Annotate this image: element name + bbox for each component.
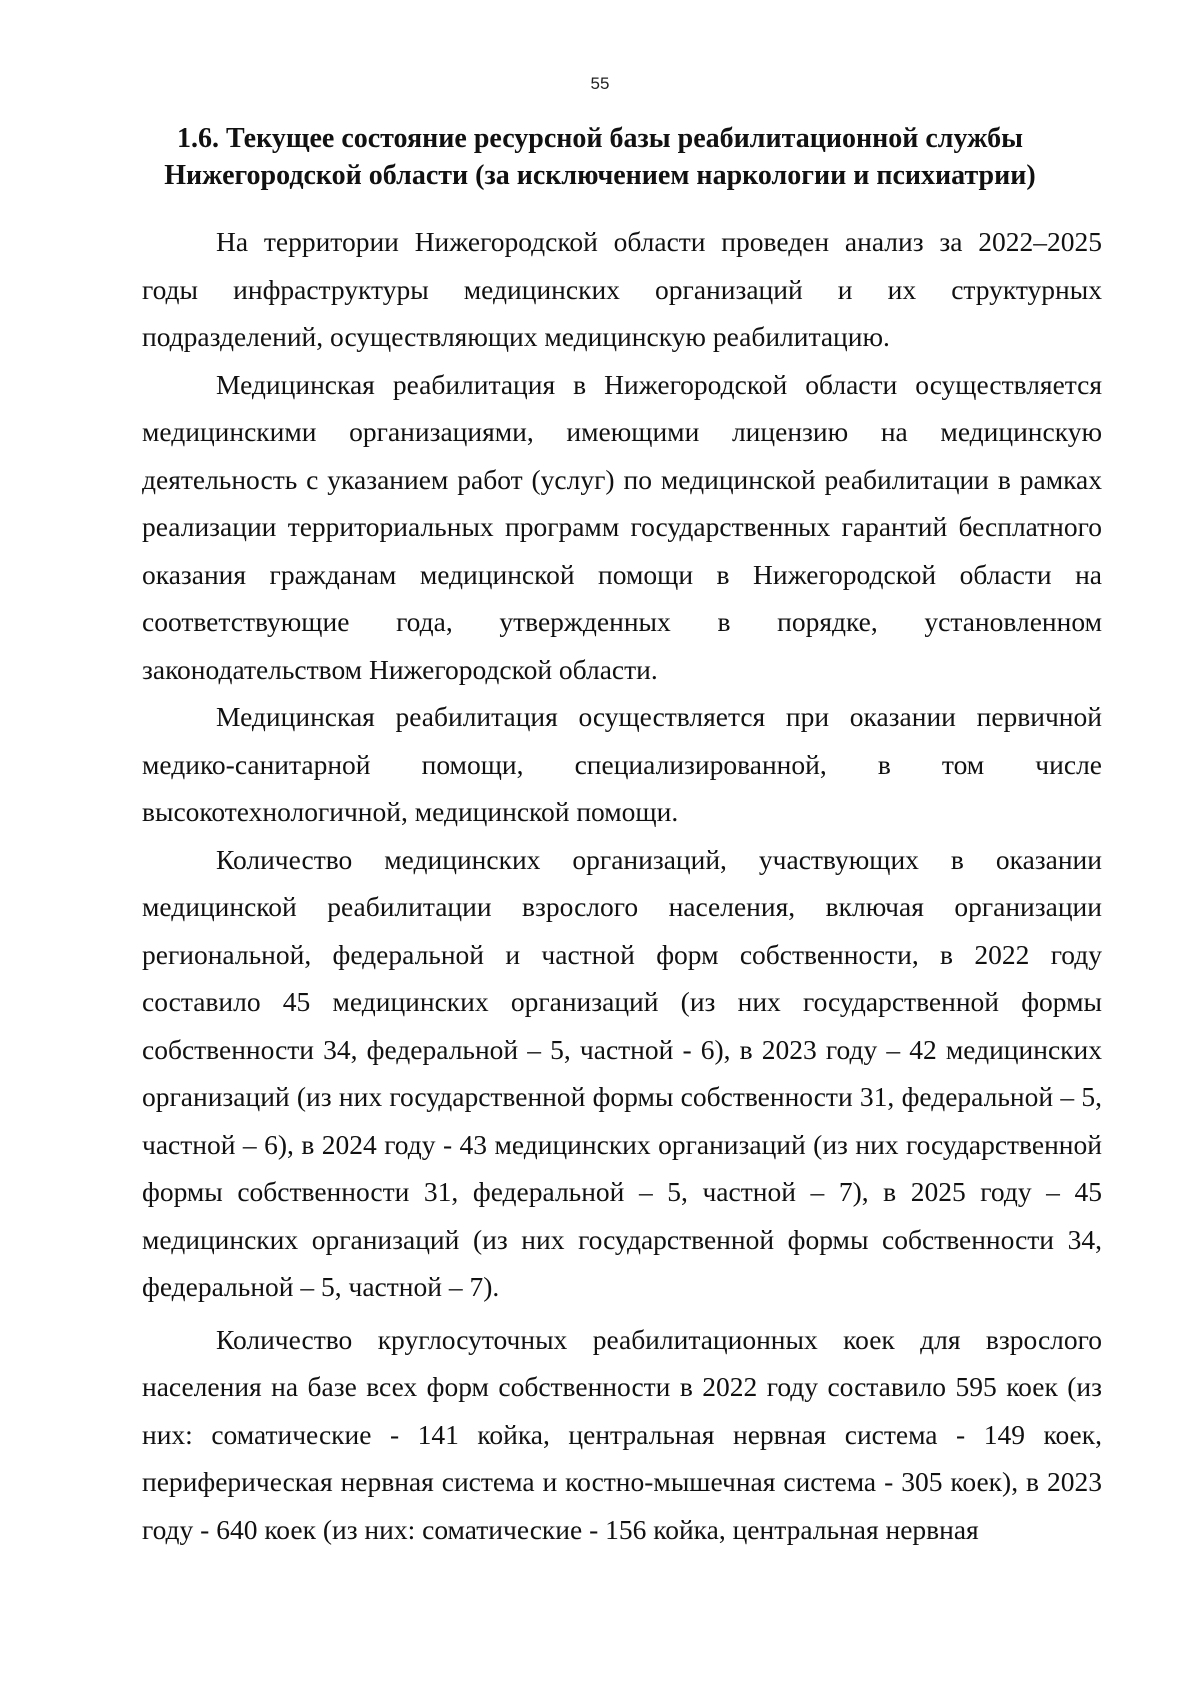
section-heading-line-1: 1.6. Текущее состояние ресурсной базы реабилитационной службы bbox=[177, 123, 1023, 154]
section-heading-line-2: Нижегородской области (за исключением наркологии и психиатрии) bbox=[164, 160, 1036, 191]
page-number: 55 bbox=[590, 74, 610, 93]
paragraph-licensed-organizations: Медицинская реабилитация в Нижегородской области осуществляется медицинскими организациями, имеющими лицензию на медицинскую деятельность с указанием работ (услуг) по медицинской реабилитации в рамках реализации территориальных программ государственных гарантий бесплатного оказания гражданам медицинской помощи в Нижегородской области на соответствующие года, утвержденных в порядке, установленном законодательством Нижегородской области. bbox=[142, 368, 1102, 685]
paragraph-bed-counts: Количество круглосуточных реабилитационных коек для взрослого населения на базе всех форм собственности в 2022 году составило 595 коек (из них: соматические - 141 койка, центральная нервная система - 149 коек, периферическая нервная система и костно-мышечная система - 305 коек), в 2023 году - 640 коек (из них: соматические - 156 койка, центральная нервная bbox=[142, 1323, 1102, 1545]
body-text bbox=[142, 218, 1102, 1553]
paragraph-analysis-scope: На территории Нижегородской области проведен анализ за 2022–2025 годы инфраструктуры медицинских организаций и их структурных подразделений, осуществляющих медицинскую реабилитацию. bbox=[142, 226, 1102, 352]
paragraph-care-levels: Медицинская реабилитация осуществляется при оказании первичной медико-санитарной помощи, специализированной, в том числе высокотехнологичной, медицинской помощи. bbox=[142, 701, 1102, 827]
section-heading bbox=[130, 120, 1070, 194]
paragraph-organization-counts: Количество медицинских организаций, участвующих в оказании медицинской реабилитации взрослого населения, включая организации региональной, федеральной и частной форм собственности, в 2022 году составило 45 медицинских организаций (из них государственной формы собственности 34, федеральной – 5, частной - 6), в 2023 году – 42 медицинских организаций (из них государственной формы собственности 31, федеральной – 5, частной – 6), в 2024 году - 43 медицинских организаций (из них государственной формы собственности 31, федеральной – 5, частной – 7), в 2025 году – 45 медицинских организаций (из них государственной формы собственности 34, федеральной – 5, частной – 7). bbox=[142, 843, 1102, 1302]
